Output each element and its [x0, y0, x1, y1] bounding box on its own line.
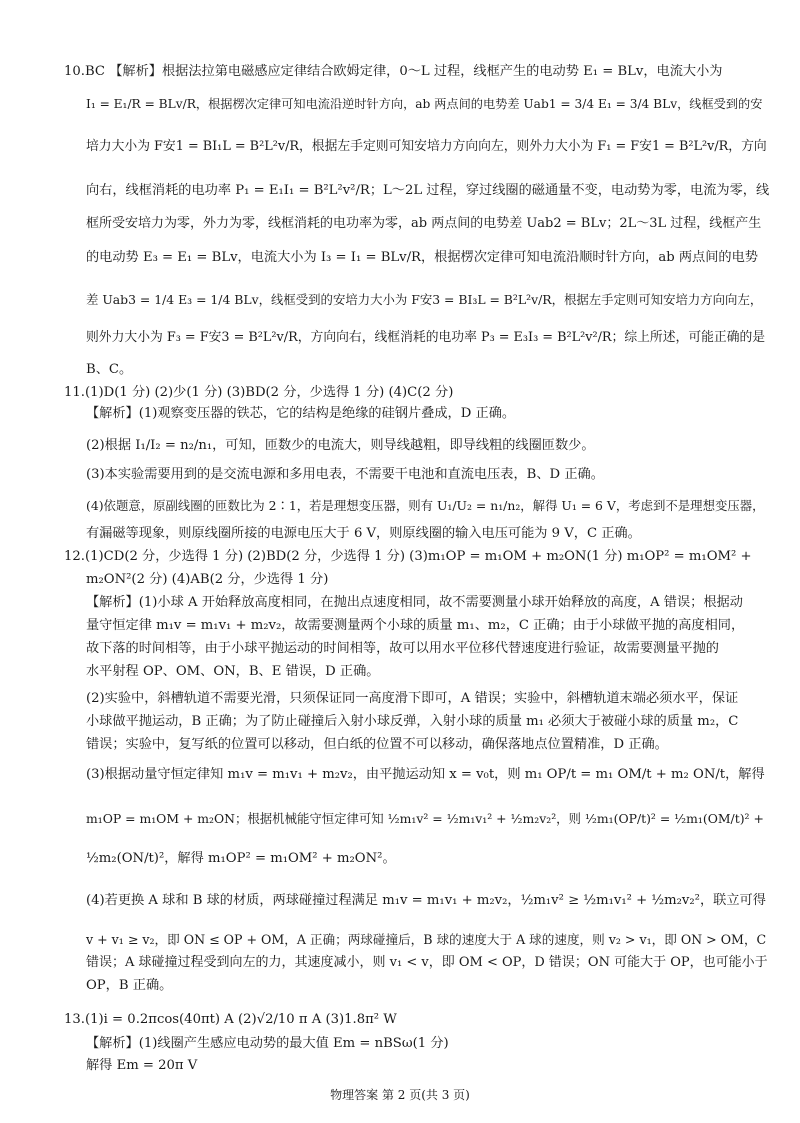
- q12-answer: 12.(1)CD(2 分，少选得 1 分) (2)BD(2 分，少选得 1 分) (3)m₁OP = m₁OM + m₂ON(1 分) m₁OP² = m₁OM² +: [64, 549, 752, 564]
- q10-line: 培力大小为 F安1 = BI₁L = B²L²v/R，根据左手定则可知安培力方向向左，则外力大小为 F₁ = F安1 = B²L²v/R，方向: [86, 139, 767, 154]
- q12-line: 故下落的时间相等，由于小球平抛运动的时间相等，故可以用水平位移代替速度进行验证，故需要测量平抛的: [86, 641, 719, 656]
- q10-line: 10.BC 【解析】根据法拉第电磁感应定律结合欧姆定律，0～L 过程，线框产生的电动势 E₁ = BLv，电流大小为: [64, 64, 723, 79]
- q12-line: 水平射程 OP、OM、ON，B、E 错误，D 正确。: [86, 664, 380, 679]
- q12-line: (2)实验中，斜槽轨道不需要光滑，只须保证同一高度滑下即可，A 错误；实验中，斜槽轨道末端必须水平，保证: [86, 691, 739, 706]
- q13-line: 解得 Em = 20π V: [86, 1058, 198, 1073]
- q10-line: 则外力大小为 F₃ = F安3 = B²L²v/R，方向向右，线框消耗的电功率 P₃ = E₃I₃ = B²L²v²/R；综上所述，可能正确的是: [86, 330, 766, 345]
- q11-answer: 11.(1)D(1 分) (2)少(1 分) (3)BD(2 分，少选得 1 分) (4)C(2 分): [64, 385, 454, 400]
- q11-line: 有漏磁等现象，则原线圈所接的电源电压大于 6 V，则原线圈的输入电压可能为 9 V，C 正确。: [86, 526, 641, 541]
- q10-line: 的电动势 E₃ = E₁ = BLv，电流大小为 I₃ = I₁ = BLv/R，根据楞次定律可知电流沿顺时针方向，ab 两点间的电势: [86, 250, 758, 265]
- q12-line: 量守恒定律 m₁v = m₁v₁ + m₂v₂，故需要测量两个小球的质量 m₁、m₂，C 正确；由于小球做平抛的高度相同，: [86, 618, 745, 633]
- q10-line: I₁ = E₁/R = BLv/R，根据楞次定律可知电流沿逆时针方向，ab 两点间的电势差 Uab1 = 3/4 E₁ = 3/4 BLv，线框受到的安: [86, 97, 763, 111]
- q12-line: (3)根据动量守恒定律知 m₁v = m₁v₁ + m₂v₂，由平抛运动知 x = v₀t，则 m₁ OP/t = m₁ OM/t + m₂ ON/t，解得: [86, 767, 765, 782]
- q13-answer: 13.(1)i = 0.2πcos(40πt) A (2)√2/10 π A (3)1.8π² W: [64, 1012, 397, 1027]
- q12-line: 小球做平抛运动，B 正确；为了防止碰撞后入射小球反弹，入射小球的质量 m₁ 必须大于被碰小球的质量 m₂，C: [86, 714, 739, 729]
- q13-line: 【解析】(1)线圈产生感应电动势的最大值 Em = nBSω(1 分): [86, 1036, 449, 1051]
- q10-line: 框所受安培力为零，外力为零，线框消耗的电功率为零，ab 两点间的电势差 Uab2 = BLv；2L～3L 过程，线框产生: [86, 216, 762, 231]
- q11-line: (2)根据 I₁/I₂ = n₂/n₁，可知，匝数少的电流大，则导线越粗，即导线粗的线圈匝数少。: [86, 438, 595, 453]
- q11-line: (3)本实验需要用到的是交流电源和多用电表，不需要干电池和直流电压表，B、D 正确。: [86, 467, 604, 482]
- q12-line: 【解析】(1)小球 A 开始释放高度相同，在抛出点速度相同，故不需要测量小球开始释放的高度，A 错误；根据动: [86, 595, 743, 610]
- q12-line: 错误；A 球碰撞过程受到向左的力，其速度减小，则 v₁ < v，即 OM < OP，D 错误；ON 可能大于 OP，也可能小于: [86, 955, 768, 970]
- q12-answer: m₂ON²(2 分) (4)AB(2 分，少选得 1 分): [86, 572, 329, 587]
- page-footer: 物理答案 第 2 页(共 3 页): [330, 1088, 470, 1102]
- q10-line: B、C。: [86, 362, 133, 377]
- q12-line: (4)若更换 A 球和 B 球的材质，两球碰撞过程满足 m₁v = m₁v₁ + m₂v₂，½m₁v² ≥ ½m₁v₁² + ½m₂v₂²，联立可得: [86, 893, 766, 908]
- q12-line: 错误；实验中，复写纸的位置可以移动，但白纸的位置不可以移动，确保落地点位置精准，D 正确。: [86, 737, 668, 752]
- q12-line: m₁OP = m₁OM + m₂ON；根据机械能守恒定律可知 ½m₁v² = ½m₁v₁² + ½m₂v₂²，则 ½m₁(OP/t)² = ½m₁(OM/t)² +: [86, 811, 764, 826]
- q12-line: ½m₂(ON/t)²，解得 m₁OP² = m₁OM² + m₂ON²。: [86, 851, 396, 866]
- q12-line: OP，B 正确。: [86, 978, 173, 993]
- q10-line: 差 Uab3 = 1/4 E₃ = 1/4 BLv，线框受到的安培力大小为 F安3 = BI₃L = B²L²v/R，根据左手定则可知安培力方向向左，: [86, 292, 763, 307]
- q10-line: 向右，线框消耗的电功率 P₁ = E₁I₁ = B²L²v²/R；L～2L 过程，穿过线圈的磁通量不变，电动势为零，电流为零，线: [86, 183, 770, 198]
- q12-line: v + v₁ ≥ v₂，即 ON ≤ OP + OM，A 正确；两球碰撞后，B 球的速度大于 A 球的速度，则 v₂ > v₁，即 ON > OM，C: [86, 932, 767, 947]
- q11-line: (4)依题意，原副线圈的匝数比为 2∶1，若是理想变压器，则有 U₁/U₂ = n₁/n₂，解得 U₁ = 6 V，考虑到不是理想变压器，: [86, 498, 765, 513]
- q11-line: 【解析】(1)观察变压器的铁芯，它的结构是绝缘的硅钢片叠成，D 正确。: [86, 406, 516, 421]
